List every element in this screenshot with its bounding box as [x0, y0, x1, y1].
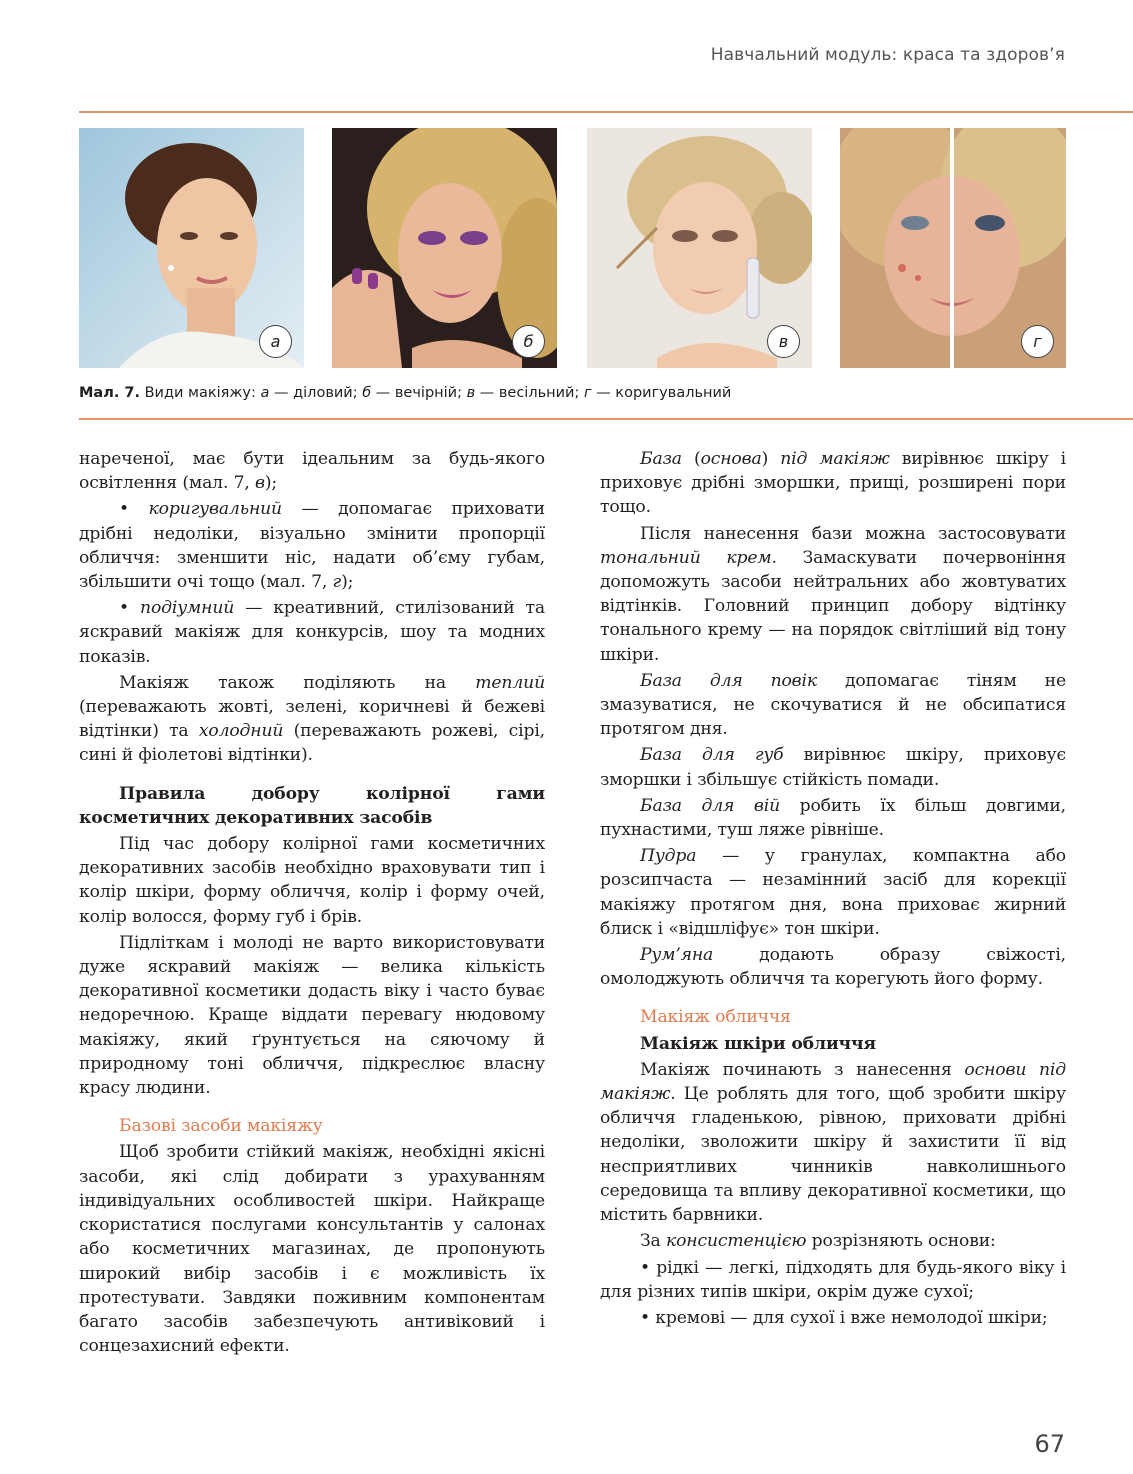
- photo-wedding-makeup: [587, 128, 812, 368]
- figure-caption: [79, 385, 731, 401]
- paragraph-base: База (основа) під макіяж вирівнює шкіру і приховує дрібні зморшки, прищі, розширені пори тощо.: [600, 449, 1066, 518]
- heading-color-rules: Правила добору колірної гами косметичних декоративних засобів: [79, 783, 545, 828]
- paragraph-lip-base: База для губ вирівнює шкіру, приховує зморшки і збільшує стійкість помади.: [600, 745, 1066, 790]
- photo-correcting-makeup: [840, 128, 1066, 368]
- page-number: 67: [1034, 1430, 1065, 1458]
- photo-evening-makeup: [332, 128, 557, 368]
- top-divider: [79, 111, 1133, 113]
- caption-c-text: — весільний;: [475, 385, 584, 401]
- badge-c: в: [767, 325, 800, 358]
- bullet-correcting: • коригувальний — допомагає приховати дрібні недоліки, візуально змінити пропорції обличчя: зменшити ніс, надати об’єму губам, збільшити очі тощо (мал. 7, г);: [79, 499, 545, 593]
- paragraph: Макіяж починають з нанесення основи під макіяж. Це роблять для того, щоб зробити шкіру обличчя гладенькою, рівною, приховати дрібні недоліки, зволожити шкіру й захистити її від несприятливих чинників навколишнього середовища та впливу декоративної косметики, що містить барвники.: [600, 1059, 1067, 1226]
- paragraph-lash-base: База для вій робить їх більш довгими, пухнастими, туш ляже рівніше.: [600, 795, 1066, 841]
- bullet-liquid: • рідкі — легкі, підходять для будь-якого віку і для різних типів шкіри, окрім дуже сухої;: [600, 1257, 1066, 1302]
- paragraph: Підліткам і молоді не варто використовувати дуже яскравий макіяж — велика кількість декоративної косметики додасть віку і часто буває недоречною. Краще віддати перевагу нюдовому макіяжу, який ґрунтується на сяючому й природному тоні обличчя, підкреслює власну красу людини.: [79, 932, 545, 1099]
- left-column: [79, 447, 545, 1358]
- bullet-cream: • кремові — для сухої і вже немолодої шкіри;: [640, 1307, 1048, 1328]
- paragraph: нареченої, має бути ідеальним за будь-якого освітлення (мал. 7, в);: [79, 449, 545, 494]
- paragraph: Під час добору колірної гами косметичних декоративних засобів необхідно враховувати тип і колір шкіри, форму обличчя, колір і форму очей, колір волосся, форму губ і брів.: [79, 834, 545, 927]
- heading-base-products: Базові засоби макіяжу: [119, 1116, 323, 1137]
- badge-d: г: [1021, 325, 1054, 358]
- badge-b: б: [512, 325, 545, 358]
- caption-divider: [79, 418, 1133, 420]
- bullet-podium: • подіумний — креативний, стилізований та яскравий макіяж для конкурсів, шоу та модних показів.: [79, 598, 545, 667]
- heading-skin-makeup: Макіяж шкіри обличчя: [640, 1033, 876, 1054]
- paragraph: За консистенцією розрізняють основи:: [640, 1231, 996, 1252]
- badge-a: а: [259, 325, 292, 358]
- heading-face-makeup: Макіяж обличчя: [640, 1007, 791, 1028]
- caption-a: а: [260, 385, 270, 401]
- paragraph-powder: Пудра — у гранулах, компактна або розсипчаста — незамінний засіб для корекції макіяжу протягом дня, вона приховає жирний блиск і «відшліфує» тон шкіри.: [600, 846, 1066, 939]
- running-head: Навчальний модуль: краса та здоров’я: [710, 45, 1065, 65]
- paragraph-eyelid-base: База для повік допомагає тіням не змазуватися, не скочуватися й не обсипатися протягом дня.: [600, 670, 1066, 740]
- caption-d: г: [583, 385, 592, 401]
- paragraph-blush: Рум’яна додають образу свіжості, омолоджують обличчя та корегують його форму.: [600, 945, 1066, 990]
- caption-c: в: [466, 385, 476, 401]
- caption-d-text: — коригувальний: [591, 385, 732, 401]
- caption-text: Види макіяжу:: [140, 385, 261, 401]
- caption-b: б: [362, 385, 372, 401]
- caption-label: Мал. 7.: [79, 385, 140, 401]
- paragraph-foundation: Після нанесення бази можна застосовувати тональний крем. Замаскувати почервоніння допоможуть засоби нейтральних або жовтуватих відтінків. Головний принцип добору відтінку тонального крему — на порядок світліший від тону шкіри.: [600, 523, 1066, 665]
- photo-business-makeup: [79, 128, 304, 368]
- caption-a-text: — діловий;: [269, 385, 363, 401]
- paragraph-warm-cold: Макіяж також поділяють на теплий (переважають жовті, зелені, коричневі й бежеві відтінки) та холодний (переважають рожеві, сірі, сині й фіолетові відтінки).: [79, 672, 545, 766]
- caption-b-text: — вечірній;: [371, 385, 467, 401]
- right-column: [600, 447, 1066, 1330]
- paragraph: Щоб зробити стійкий макіяж, необхідні якісні засоби, які слід добирати з урахуванням індивідуальних особливостей шкіри. Найкраще скористатися послугами консультантів у салонах або косметичних магазинах, де пропонують широкий вибір засобів і є можливість їх протестувати. Завдяки поживним компонентам багато засобів забезпечують антивіковий і сонцезахисний ефекти.: [79, 1142, 545, 1357]
